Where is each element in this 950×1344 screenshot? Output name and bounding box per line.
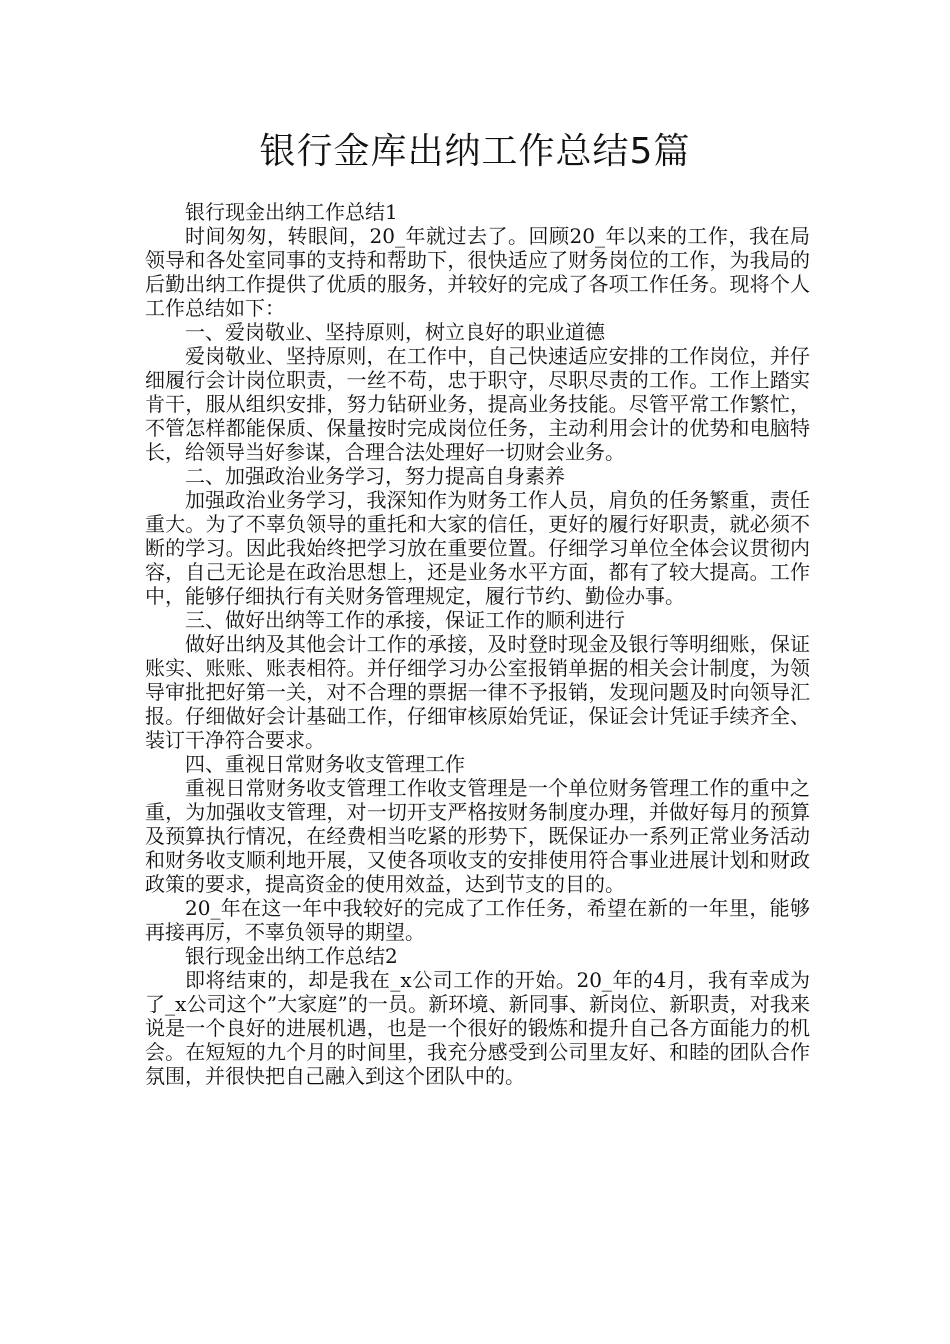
- paragraph: 爱岗敬业、坚持原则，在工作中，自己快速适应安排的工作岗位，并仔细履行会计岗位职责，一丝不苟，忠于职守，尽职尽责的工作。工作上踏实肯干，服从组织安排，努力钻研业务，提高业务技能。尽管平常工作繁忙，不管怎样都能保质、保量按时完成岗位任务，主动利用会计的优势和电脑特长，给领导当好参谋，合理合法处理好一切财会业务。: [145, 344, 810, 464]
- paragraph: 时间匆匆，转眼间，20_年就过去了。回顾20_年以来的工作，我在局领导和各处室同事的支持和帮助下，很快适应了财务岗位的工作，为我局的后勤出纳工作提供了优质的服务，并较好的完成了各项工作任务。现将个人工作总结如下：: [145, 224, 810, 320]
- paragraph: 重视日常财务收支管理工作收支管理是一个单位财务管理工作的重中之重，为加强收支管理，对一切开支严格按财务制度办理，并做好每月的预算及预算执行情况，在经费相当吃紧的形势下，既保证办一系列正常业务活动和财务收支顺利地开展，又使各项收支的安排使用符合事业进展计划和财政政策的要求，提高资金的使用效益，达到节支的目的。: [145, 776, 810, 896]
- section-heading: 二、加强政治业务学习，努力提高自身素养: [185, 464, 565, 488]
- document-body: [145, 200, 810, 1088]
- section-heading: 银行现金出纳工作总结1: [185, 200, 398, 224]
- paragraph: 加强政治业务学习，我深知作为财务工作人员，肩负的任务繁重，责任重大。为了不辜负领导的重托和大家的信任，更好的履行好职责，就必须不断的学习。因此我始终把学习放在重要位置。仔细学习单位全体会议贯彻内容，自己无论是在政治思想上，还是业务水平方面，都有了较大提高。工作中，能够仔细执行有关财务管理规定，履行节约、勤俭办事。: [145, 488, 810, 608]
- section-heading: 银行现金出纳工作总结2: [185, 944, 398, 968]
- section-heading: 一、爱岗敬业、坚持原则，树立良好的职业道德: [185, 320, 605, 344]
- document-title: 银行金库出纳工作总结5篇: [259, 131, 691, 172]
- section-heading: 三、做好出纳等工作的承接，保证工作的顺利进行: [185, 608, 625, 632]
- paragraph: 即将结束的，却是我在_x公司工作的开始。20_年的4月，我有幸成为了_x公司这个”大家庭”的一员。新环境、新同事、新岗位、新职责，对我来说是一个良好的进展机遇，也是一个很好的锻炼和提升自己各方面能力的机会。在短短的九个月的时间里，我充分感受到公司里友好、和睦的团队合作氛围，并很快把自己融入到这个团队中的。: [145, 968, 810, 1088]
- section-heading: 四、重视日常财务收支管理工作: [185, 752, 465, 776]
- paragraph: 做好出纳及其他会计工作的承接，及时登时现金及银行等明细账，保证账实、账账、账表相符。并仔细学习办公室报销单据的相关会计制度，为领导审批把好第一关，对不合理的票据一律不予报销，发现问题及时向领导汇报。仔细做好会计基础工作，仔细审核原始凭证，保证会计凭证手续齐全、装订干净符合要求。: [145, 632, 810, 752]
- paragraph: 20_年在这一年中我较好的完成了工作任务，希望在新的一年里，能够再接再厉，不辜负领导的期望。: [145, 896, 810, 944]
